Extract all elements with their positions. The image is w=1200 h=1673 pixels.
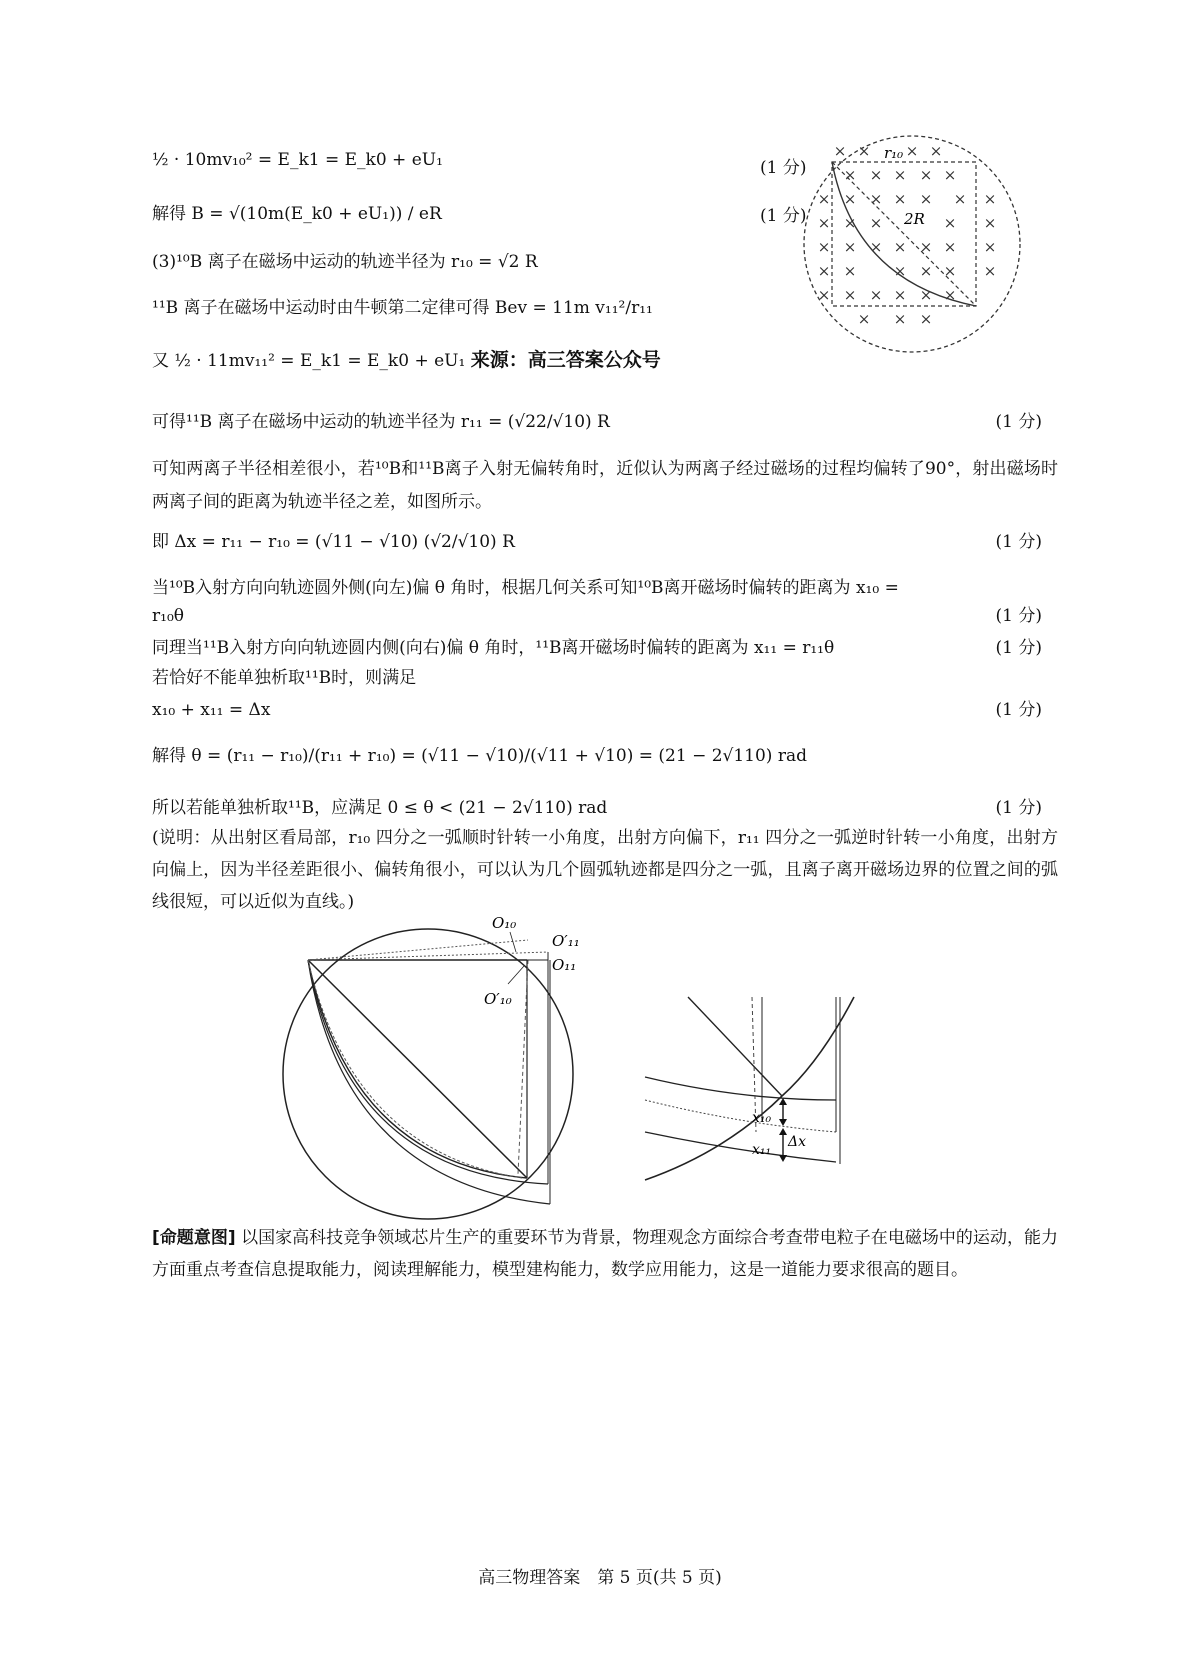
page-footer: 高三物理答案 第 5 页(共 5 页) [478, 1568, 722, 1588]
score-6: (1 分) [995, 412, 1042, 432]
equation-energy-10b: ½ · 10mv₁₀² = E_k1 = E_k0 + eU₁ [152, 150, 443, 170]
svg-text:×: × [905, 142, 919, 160]
boundary-arc-lower [645, 1096, 782, 1180]
figure-magnetic-field-circle [800, 132, 1025, 357]
score-1: (1 分) [760, 158, 807, 178]
svg-text:×: × [869, 190, 883, 208]
svg-text:×: × [919, 166, 933, 184]
svg-text:×: × [893, 310, 907, 328]
svg-text:×: × [953, 190, 967, 208]
line-x11: 同理当¹¹B入射方向向轨迹圆内侧(向右)偏 θ 角时，¹¹B离开磁场时偏转的距离为 x₁₁ = r₁₁θ [152, 638, 835, 658]
line-x10-b: r₁₀θ [152, 606, 184, 626]
field-crosses [818, 142, 997, 328]
line-x10-a: 当¹⁰B入射方向向轨迹圆外侧(向左)偏 θ 角时，根据几何关系可知¹⁰B离开磁场时偏转的距离为 x₁₀ = [152, 578, 899, 598]
svg-text:×: × [869, 238, 883, 256]
svg-text:×: × [919, 262, 933, 280]
svg-text:×: × [919, 286, 933, 304]
label-o10: O₁₀ [492, 914, 517, 932]
svg-text:×: × [869, 166, 883, 184]
svg-text:×: × [943, 166, 957, 184]
paragraph-intent [152, 1222, 1058, 1286]
intent-label: [命题意图] [152, 1228, 236, 1248]
score-11: (1 分) [995, 700, 1042, 720]
leader-o10 [510, 932, 516, 952]
paragraph-approximation: 可知两离子半径相差很小，若¹⁰B和¹¹B离子入射无偏转角时，近似认为两离子经过磁场的过程均偏转了90°，射出磁场时两离子间的距离为轨迹半径之差，如图所示。 [152, 459, 1058, 512]
arc-r11 [645, 1132, 836, 1162]
line-r10: (3)¹⁰B 离子在磁场中运动的轨迹半径为 r₁₀ = √2 R [152, 252, 538, 272]
equation-energy-11b: 又 ½ · 11mv₁₁² = E_k1 = E_k0 + eU₁ [152, 351, 466, 371]
svg-text:×: × [893, 166, 907, 184]
label-2r: 2R [904, 210, 925, 228]
label-o11: O₁₁ [552, 956, 577, 974]
diagonal-line [688, 997, 782, 1096]
field-circle [283, 929, 573, 1219]
svg-text:×: × [843, 166, 857, 184]
leader-o10p [508, 966, 524, 984]
source-note: 来源：高三答案公众号 [470, 349, 661, 371]
svg-text:×: × [983, 262, 997, 280]
dotted-line-o10 [308, 940, 528, 960]
svg-text:×: × [843, 214, 857, 232]
label-x11: x₁₁ [752, 1142, 772, 1158]
svg-text:×: × [983, 214, 997, 232]
svg-text:×: × [843, 190, 857, 208]
line-sum: x₁₀ + x₁₁ = Δx [152, 700, 271, 720]
svg-text:×: × [943, 262, 957, 280]
svg-text:×: × [983, 190, 997, 208]
line-r11: 可得¹¹B 离子在磁场中运动的轨迹半径为 r₁₁ = (√22/√10) R [152, 412, 610, 432]
arrowhead-x10-bottom [779, 1119, 787, 1126]
score-8: (1 分) [995, 606, 1042, 626]
svg-text:×: × [817, 190, 831, 208]
svg-text:×: × [843, 238, 857, 256]
svg-text:×: × [893, 238, 907, 256]
svg-text:×: × [869, 286, 883, 304]
line-delta-x: 即 Δx = r₁₁ − r₁₀ = (√11 − √10) (√2/√10) R [152, 532, 515, 552]
figure-trajectories-overview [270, 912, 590, 1222]
arc-r11 [308, 960, 548, 1184]
line-theta: 解得 θ = (r₁₁ − r₁₀)/(r₁₁ + r₁₀) = (√11 − √10)/(√11 + √10) = (21 − 2√110) rad [152, 746, 807, 766]
svg-text:×: × [893, 190, 907, 208]
svg-text:×: × [943, 238, 957, 256]
arc-r10 [645, 1077, 836, 1100]
arrowhead-x11-bottom [779, 1155, 787, 1162]
svg-text:×: × [843, 286, 857, 304]
equation-b-solution: 解得 B = √(10m(E_k0 + eU₁)) / eR [152, 204, 442, 224]
svg-text:×: × [857, 142, 871, 160]
svg-text:×: × [817, 286, 831, 304]
score-13: (1 分) [995, 798, 1042, 818]
paragraph-explanation: (说明：从出射区看局部，r₁₀ 四分之一弧顺时针转一小角度，出射方向偏下，r₁₁ 四分之一弧逆时针转一小角度，出射方向偏上，因为半径差距很小、偏转角很小，可以认为几个圆弧轨迹都是四分之一弧，且离子离开磁场边界的位置之间的弧线很短，可以近似为直线。) [152, 828, 1058, 912]
svg-text:×: × [817, 238, 831, 256]
svg-text:×: × [893, 262, 907, 280]
label-r10: r₁₀ [884, 144, 904, 162]
label-o10-prime: O′₁₀ [484, 990, 512, 1008]
svg-text:×: × [919, 310, 933, 328]
svg-text:×: × [983, 238, 997, 256]
figure-exit-region-zoom [640, 992, 860, 1192]
line-newton-11b: ¹¹B 离子在磁场中运动时由牛顿第二定律可得 Bev = 11m v₁₁²/r₁₁ [152, 298, 653, 318]
label-x10: x₁₀ [752, 1110, 772, 1126]
svg-text:×: × [929, 142, 943, 160]
svg-text:×: × [817, 214, 831, 232]
arrowhead-x11-top [779, 1128, 787, 1135]
boundary-arc-upper [782, 997, 854, 1096]
svg-text:×: × [943, 286, 957, 304]
arc-dotted [645, 1100, 836, 1132]
svg-text:×: × [843, 262, 857, 280]
score-9: (1 分) [995, 638, 1042, 658]
svg-text:×: × [857, 310, 871, 328]
svg-text:×: × [817, 262, 831, 280]
svg-text:×: × [833, 142, 847, 160]
score-7: (1 分) [995, 532, 1042, 552]
svg-text:×: × [919, 238, 933, 256]
line-condition: 若恰好不能单独析取¹¹B时，则满足 [152, 668, 417, 688]
line-conclusion: 所以若能单独析取¹¹B，应满足 0 ≤ θ < (21 − 2√110) rad [152, 798, 608, 818]
svg-text:×: × [893, 286, 907, 304]
svg-text:×: × [943, 214, 957, 232]
svg-text:×: × [919, 190, 933, 208]
label-delta-x: Δx [788, 1134, 807, 1150]
svg-text:×: × [869, 214, 883, 232]
label-o11-prime: O′₁₁ [552, 932, 580, 950]
intent-text: 以国家高科技竞争领域芯片生产的重要环节为背景，物理观念方面综合考查带电粒子在电磁场中的运动，能力方面重点考查信息提取能力，阅读理解能力，模型建构能力，数学应用能力，这是一道能力要求很高的题目。 [152, 1228, 1059, 1280]
line-energy-11b [152, 348, 661, 373]
score-2: (1 分) [760, 206, 807, 226]
